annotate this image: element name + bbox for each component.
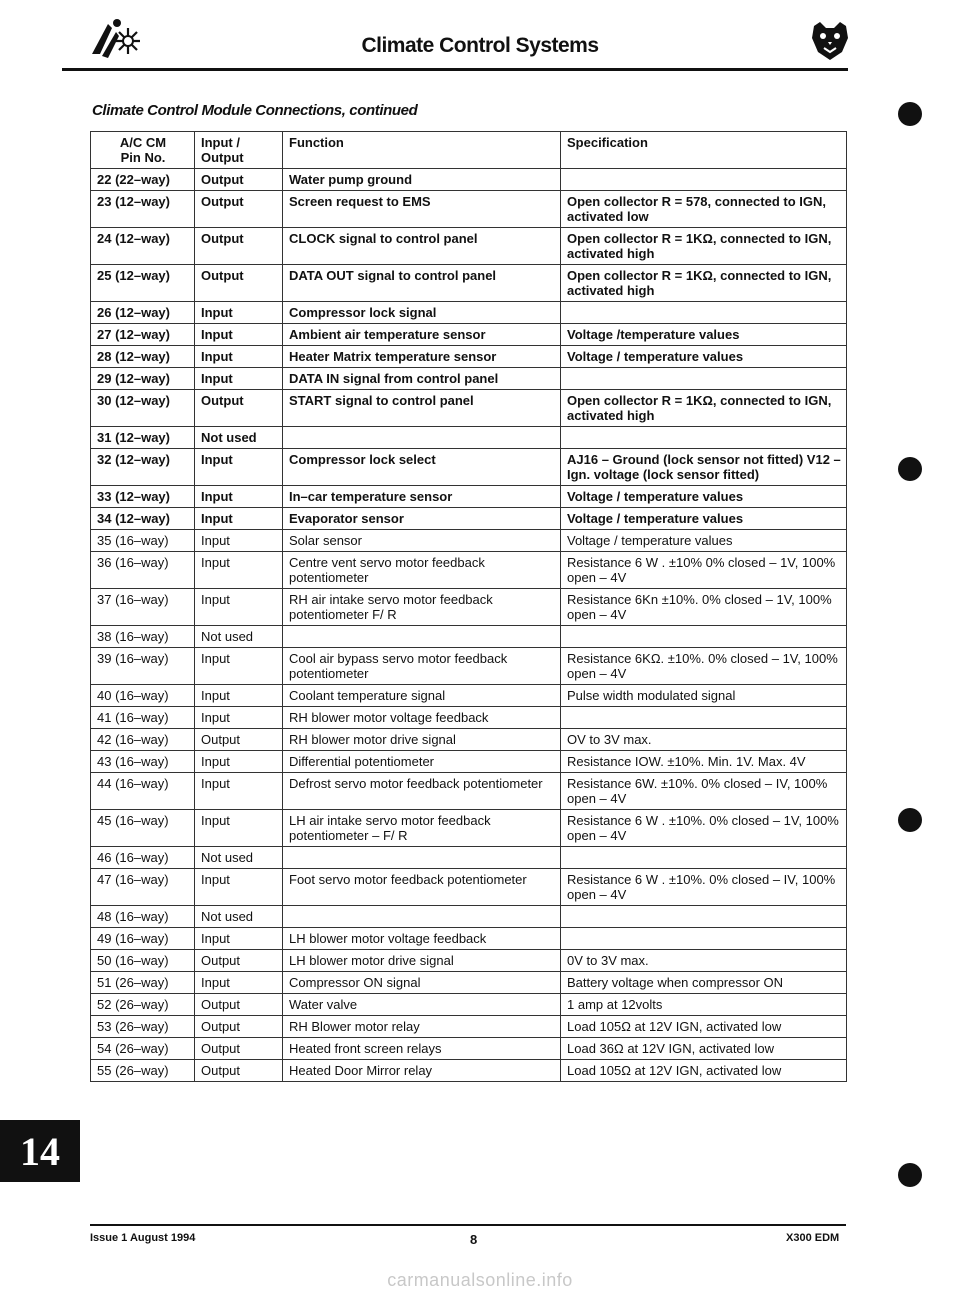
function-cell: Heated front screen relays (283, 1038, 561, 1060)
binder-hole-mark (898, 808, 922, 832)
table-row (91, 648, 847, 685)
pin-cell: 29 (12–way) (91, 368, 195, 390)
function-cell: DATA OUT signal to control panel (283, 265, 561, 302)
function-cell: Compressor ON signal (283, 972, 561, 994)
pin-cell: 54 (26–way) (91, 1038, 195, 1060)
spec-cell (561, 626, 847, 648)
table-row (91, 847, 847, 869)
spec-cell: Voltage / temperature values (561, 530, 847, 552)
table-row (91, 928, 847, 950)
pin-cell: 37 (16–way) (91, 589, 195, 626)
function-cell: LH blower motor voltage feedback (283, 928, 561, 950)
spec-cell: Voltage / temperature values (561, 508, 847, 530)
table-row (91, 729, 847, 751)
watermark: carmanualsonline.info (387, 1270, 573, 1290)
io-cell: Input (195, 773, 283, 810)
io-cell: Input (195, 707, 283, 729)
spec-cell: 1 amp at 12volts (561, 994, 847, 1016)
spec-cell: Open collector R = 1KΩ, connected to IGN, activated high (561, 390, 847, 427)
io-cell: Input (195, 302, 283, 324)
table-row (91, 685, 847, 707)
table-row (91, 626, 847, 648)
function-cell: Foot servo motor feedback potentiometer (283, 869, 561, 906)
function-cell (283, 427, 561, 449)
function-cell: Coolant temperature signal (283, 685, 561, 707)
function-cell: RH blower motor voltage feedback (283, 707, 561, 729)
table-row (91, 368, 847, 390)
function-cell: Water valve (283, 994, 561, 1016)
table-row (91, 751, 847, 773)
table-row (91, 302, 847, 324)
io-cell: Output (195, 228, 283, 265)
io-cell: Input (195, 648, 283, 685)
pin-cell: 36 (16–way) (91, 552, 195, 589)
pin-cell: 41 (16–way) (91, 707, 195, 729)
io-cell: Output (195, 729, 283, 751)
function-cell: Cool air bypass servo motor feedback potentiometer (283, 648, 561, 685)
function-cell: Ambient air temperature sensor (283, 324, 561, 346)
table-row (91, 773, 847, 810)
pin-cell: 42 (16–way) (91, 729, 195, 751)
io-cell: Input (195, 486, 283, 508)
pin-cell: 35 (16–way) (91, 530, 195, 552)
io-cell: Output (195, 191, 283, 228)
page-title: Climate Control Systems (361, 34, 599, 57)
io-cell: Output (195, 265, 283, 302)
footer-issue: Issue 1 August 1994 (90, 1232, 196, 1244)
io-cell: Not used (195, 906, 283, 928)
io-header-line2: Output (201, 150, 244, 165)
table-row (91, 390, 847, 427)
function-cell (283, 847, 561, 869)
spec-cell (561, 928, 847, 950)
pin-header-line1: A/C CM (119, 135, 167, 150)
table-body (91, 169, 847, 1082)
spec-cell (561, 707, 847, 729)
table-row (91, 552, 847, 589)
pin-cell: 22 (22–way) (91, 169, 195, 191)
table-row (91, 324, 847, 346)
spec-cell: Voltage / temperature values (561, 486, 847, 508)
spec-cell: 0V to 3V max. (561, 950, 847, 972)
pin-cell: 43 (16–way) (91, 751, 195, 773)
table-row (91, 427, 847, 449)
io-cell: Not used (195, 427, 283, 449)
io-cell: Input (195, 324, 283, 346)
pin-cell: 27 (12–way) (91, 324, 195, 346)
io-cell: Not used (195, 847, 283, 869)
table-row (91, 869, 847, 906)
table-row (91, 950, 847, 972)
table-row (91, 530, 847, 552)
spec-cell: Resistance 6Kn ±10%. 0% closed – 1V, 100% open – 4V (561, 589, 847, 626)
pin-column-header (91, 132, 195, 169)
function-cell: Water pump ground (283, 169, 561, 191)
function-cell: In–car temperature sensor (283, 486, 561, 508)
function-cell: Centre vent servo motor feedback potentiometer (283, 552, 561, 589)
jaguar-head-icon (808, 18, 852, 62)
pin-cell: 55 (26–way) (91, 1060, 195, 1082)
spec-cell (561, 847, 847, 869)
function-cell: Screen request to EMS (283, 191, 561, 228)
chapter-tab: 14 (0, 1120, 80, 1182)
table-row (91, 508, 847, 530)
header-divider (62, 68, 848, 71)
function-cell: START signal to control panel (283, 390, 561, 427)
function-cell (283, 626, 561, 648)
page-number: 8 (470, 1232, 478, 1247)
spec-cell: Resistance 6 W . ±10%. 0% closed – IV, 100% open – 4V (561, 869, 847, 906)
io-cell: Output (195, 950, 283, 972)
io-cell: Input (195, 346, 283, 368)
io-cell: Not used (195, 626, 283, 648)
section-title: Climate Control Module Connections, continued (92, 102, 418, 119)
pin-cell: 51 (26–way) (91, 972, 195, 994)
pin-cell: 39 (16–way) (91, 648, 195, 685)
io-column-header (195, 132, 283, 169)
pin-cell: 38 (16–way) (91, 626, 195, 648)
io-cell: Output (195, 390, 283, 427)
pin-cell: 45 (16–way) (91, 810, 195, 847)
function-cell: RH Blower motor relay (283, 1016, 561, 1038)
io-cell: Input (195, 869, 283, 906)
io-cell: Output (195, 1016, 283, 1038)
spec-column-header: Specification (561, 132, 847, 169)
spec-cell: Resistance IOW. ±10%. Min. 1V. Max. 4V (561, 751, 847, 773)
pin-cell: 50 (16–way) (91, 950, 195, 972)
pin-cell: 53 (26–way) (91, 1016, 195, 1038)
spec-cell: Load 105Ω at 12V IGN, activated low (561, 1016, 847, 1038)
io-cell: Input (195, 685, 283, 707)
binder-hole-mark (898, 1163, 922, 1187)
pin-cell: 28 (12–way) (91, 346, 195, 368)
io-cell: Input (195, 972, 283, 994)
pin-header-line2: Pin No. (120, 150, 166, 165)
io-cell: Output (195, 169, 283, 191)
spec-cell: Resistance 6KΩ. ±10%. 0% closed – 1V, 100% open – 4V (561, 648, 847, 685)
spec-cell (561, 427, 847, 449)
spec-cell: Battery voltage when compressor ON (561, 972, 847, 994)
spec-cell (561, 169, 847, 191)
io-cell: Output (195, 1060, 283, 1082)
spec-cell: Open collector R = 1KΩ, connected to IGN, activated high (561, 228, 847, 265)
table-row (91, 972, 847, 994)
binder-hole-mark (898, 457, 922, 481)
function-cell: Heater Matrix temperature sensor (283, 346, 561, 368)
io-cell: Output (195, 1038, 283, 1060)
pin-cell: 24 (12–way) (91, 228, 195, 265)
table-row (91, 265, 847, 302)
spec-cell: AJ16 – Ground (lock sensor not fitted) V12 – Ign. voltage (lock sensor fitted) (561, 449, 847, 486)
pin-cell: 52 (26–way) (91, 994, 195, 1016)
pin-cell: 32 (12–way) (91, 449, 195, 486)
spec-cell (561, 906, 847, 928)
io-cell: Input (195, 751, 283, 773)
spec-cell: Voltage / temperature values (561, 346, 847, 368)
spec-cell: Resistance 6 W . ±10% 0% closed – 1V, 100% open – 4V (561, 552, 847, 589)
pin-cell: 26 (12–way) (91, 302, 195, 324)
function-cell: Defrost servo motor feedback potentiometer (283, 773, 561, 810)
pin-cell: 40 (16–way) (91, 685, 195, 707)
table-row (91, 906, 847, 928)
table-row (91, 1060, 847, 1082)
table-row (91, 346, 847, 368)
table-row (91, 810, 847, 847)
pin-cell: 34 (12–way) (91, 508, 195, 530)
io-cell: Input (195, 552, 283, 589)
pin-cell: 30 (12–way) (91, 390, 195, 427)
function-column-header: Function (283, 132, 561, 169)
table-row (91, 1016, 847, 1038)
spec-cell (561, 302, 847, 324)
table-row (91, 228, 847, 265)
function-cell: RH air intake servo motor feedback potentiometer F/ R (283, 589, 561, 626)
pin-cell: 47 (16–way) (91, 869, 195, 906)
table-row (91, 1038, 847, 1060)
table-row (91, 994, 847, 1016)
function-cell: Solar sensor (283, 530, 561, 552)
spec-cell: Pulse width modulated signal (561, 685, 847, 707)
function-cell: LH blower motor drive signal (283, 950, 561, 972)
function-cell: Evaporator sensor (283, 508, 561, 530)
pin-cell: 33 (12–way) (91, 486, 195, 508)
pin-cell: 46 (16–way) (91, 847, 195, 869)
pin-cell: 44 (16–way) (91, 773, 195, 810)
pin-cell: 48 (16–way) (91, 906, 195, 928)
pin-cell: 49 (16–way) (91, 928, 195, 950)
table-row (91, 169, 847, 191)
function-cell: Compressor lock signal (283, 302, 561, 324)
spec-cell: Open collector R = 578, connected to IGN, activated low (561, 191, 847, 228)
spec-cell: Open collector R = 1KΩ, connected to IGN, activated high (561, 265, 847, 302)
spec-cell: OV to 3V max. (561, 729, 847, 751)
pin-cell: 23 (12–way) (91, 191, 195, 228)
function-cell: DATA IN signal from control panel (283, 368, 561, 390)
footer-divider (90, 1224, 846, 1226)
function-cell: Heated Door Mirror relay (283, 1060, 561, 1082)
spec-cell (561, 368, 847, 390)
table-row (91, 486, 847, 508)
io-cell: Input (195, 810, 283, 847)
spec-cell: Resistance 6W. ±10%. 0% closed – IV, 100% open – 4V (561, 773, 847, 810)
pin-cell: 31 (12–way) (91, 427, 195, 449)
io-cell: Input (195, 928, 283, 950)
io-cell: Input (195, 508, 283, 530)
table-row (91, 449, 847, 486)
io-cell: Output (195, 994, 283, 1016)
io-cell: Input (195, 449, 283, 486)
table-row (91, 589, 847, 626)
spec-cell: Load 105Ω at 12V IGN, activated low (561, 1060, 847, 1082)
table-row (91, 191, 847, 228)
io-header-line1: Input / (201, 135, 240, 150)
spec-cell: Load 36Ω at 12V IGN, activated low (561, 1038, 847, 1060)
io-cell: Input (195, 589, 283, 626)
connections-table (90, 131, 847, 1082)
binder-hole-mark (898, 102, 922, 126)
function-cell (283, 906, 561, 928)
function-cell: Differential potentiometer (283, 751, 561, 773)
pin-cell: 25 (12–way) (91, 265, 195, 302)
function-cell: Compressor lock select (283, 449, 561, 486)
function-cell: LH air intake servo motor feedback potentiometer – F/ R (283, 810, 561, 847)
io-cell: Input (195, 530, 283, 552)
spec-cell: Resistance 6 W . ±10%. 0% closed – 1V, 100% open – 4V (561, 810, 847, 847)
io-cell: Input (195, 368, 283, 390)
table-row (91, 707, 847, 729)
function-cell: RH blower motor drive signal (283, 729, 561, 751)
spec-cell: Voltage /temperature values (561, 324, 847, 346)
table-header-row (91, 132, 847, 169)
function-cell: CLOCK signal to control panel (283, 228, 561, 265)
footer-doc-code: X300 EDM (786, 1232, 840, 1244)
